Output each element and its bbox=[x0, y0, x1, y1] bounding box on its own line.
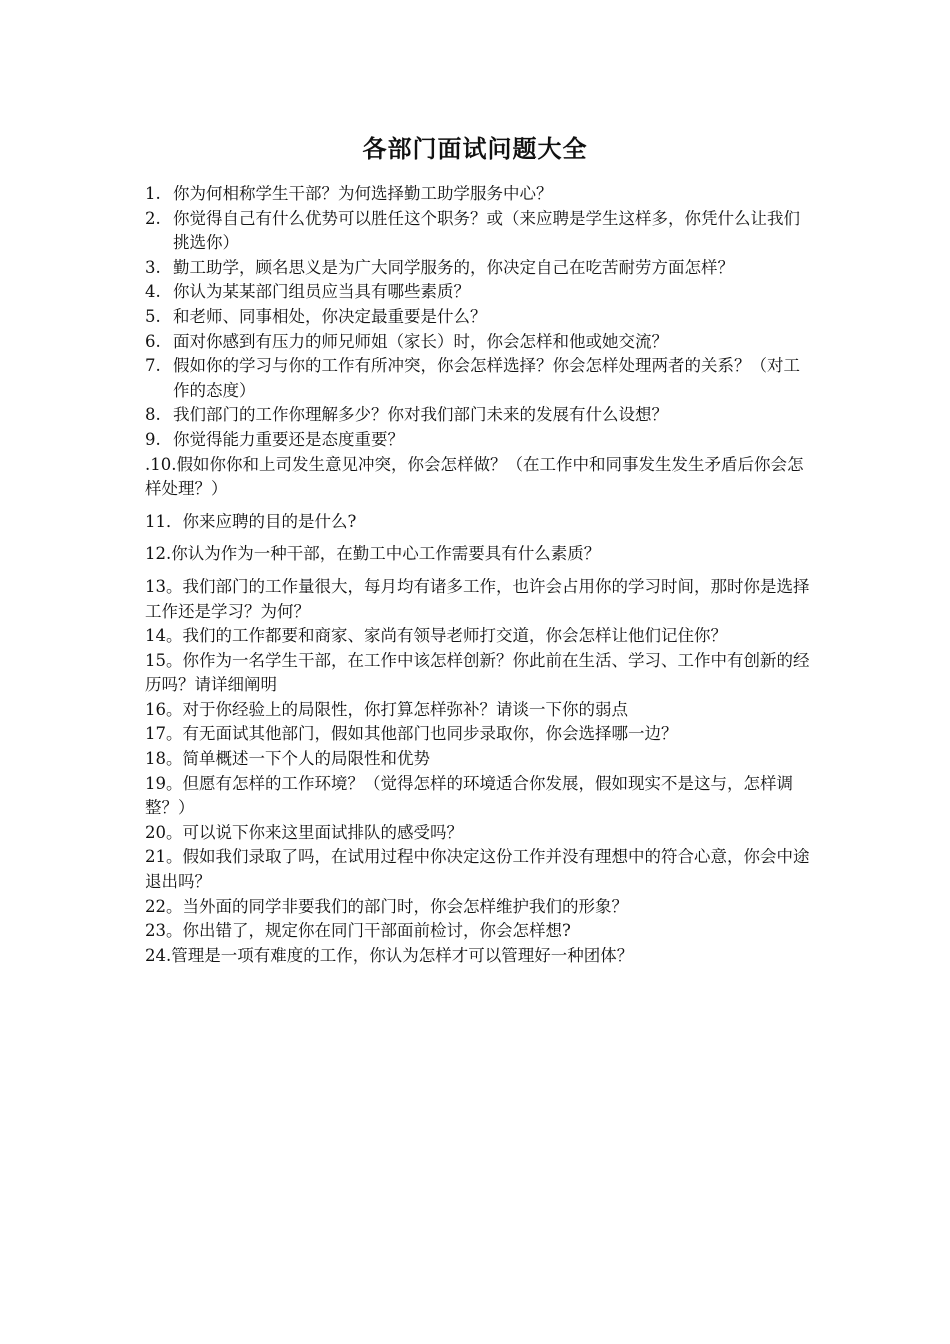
question-text: 你觉得自己有什么优势可以胜任这个职务？或（来应聘是学生这样多，你凭什么让我们挑选你） bbox=[173, 208, 800, 253]
question-number: 7. bbox=[145, 356, 161, 376]
question-item-18: 18。简单概述一下个人的局限性和优势 bbox=[145, 749, 430, 769]
question-text: 你认为某某部门组员应当具有哪些素质？ bbox=[173, 282, 470, 302]
question-item bbox=[145, 428, 810, 453]
question-item-24: 24.管理是一项有难度的工作，你认为怎样才可以管理好一种团体？ bbox=[145, 945, 634, 965]
question-item-15: 15。你作为一名学生干部，在工作中该怎样创新？你此前在生活、学习、工作中有创新的经历吗？请详细阐明 bbox=[145, 650, 810, 695]
question-number: 6. bbox=[145, 331, 161, 351]
question-number: 2. bbox=[145, 208, 161, 228]
question-item bbox=[145, 354, 810, 403]
question-item-14: 14。我们的工作都要和商家、家尚有领导老师打交道，你会怎样让他们记住你？ bbox=[145, 626, 727, 646]
question-item-13: 13。我们部门的工作量很大，每月均有诸多工作，也许会占用你的学习时间，那时你是选择工作还是学习？为何？ bbox=[145, 576, 810, 621]
question-number: 1. bbox=[145, 184, 161, 203]
question-number: 3. bbox=[145, 257, 161, 277]
question-number: 5. bbox=[145, 306, 161, 326]
question-number: 4. bbox=[145, 282, 161, 302]
question-item bbox=[145, 280, 810, 305]
question-item-17: 17。有无面试其他部门，假如其他部门也同步录取你，你会选择哪一边？ bbox=[145, 724, 678, 744]
question-number: 9. bbox=[145, 429, 161, 449]
question-item bbox=[145, 305, 810, 330]
question-item-19: 19。但愿有怎样的工作环境？（觉得怎样的环境适合你发展，假如现实不是这与，怎样调整？） bbox=[145, 773, 793, 818]
question-item bbox=[145, 182, 810, 207]
question-item bbox=[145, 330, 810, 355]
question-item-20: 20。可以说下你来这里面试排队的感受吗？ bbox=[145, 822, 463, 842]
question-item bbox=[145, 207, 810, 256]
question-item-16: 16。对于你经验上的局限性，你打算怎样弥补？请谈一下你的弱点 bbox=[145, 699, 628, 719]
question-item-10: .10.假如你你和上司发生意见冲突，你会怎样做？（在工作中和同事发生发生矛盾后你会怎样处理？） bbox=[145, 454, 804, 499]
question-text: 假如你的学习与你的工作有所冲突，你会怎样选择？你会怎样处理两者的关系？（对工作的态度） bbox=[173, 356, 800, 400]
question-text: 我们部门的工作你理解多少？你对我们部门未来的发展有什么设想？ bbox=[173, 405, 668, 425]
question-list bbox=[145, 182, 810, 968]
question-item-11: 11．你来应聘的目的是什么? bbox=[145, 511, 357, 531]
question-text: 勤工助学，顾名思义是为广大同学服务的，你决定自己在吃苦耐劳方面怎样？ bbox=[173, 257, 734, 277]
question-text: 你觉得能力重要还是态度重要？ bbox=[173, 429, 404, 449]
question-item bbox=[145, 403, 810, 428]
question-text: 和老师、同事相处，你决定最重要是什么？ bbox=[173, 306, 487, 326]
question-item-21: 21。假如我们录取了吗，在试用过程中你决定这份工作并没有理想中的符合心意，你会中途退出吗？ bbox=[145, 847, 810, 892]
question-text: 你为何相称学生干部？为何选择勤工助学服务中心？ bbox=[173, 184, 553, 203]
document-title: 各部门面试问题大全 bbox=[362, 134, 588, 163]
question-number: 8. bbox=[145, 405, 161, 425]
question-text: 面对你感到有压力的师兄师姐（家长）时，你会怎样和他或她交流？ bbox=[173, 331, 668, 351]
question-item bbox=[145, 256, 810, 281]
question-item-12: 12.你认为作为一种干部，在勤工中心工作需要具有什么素质？ bbox=[145, 544, 601, 564]
question-item-23: 23。你出错了，规定你在同门干部面前检讨，你会怎样想? bbox=[145, 921, 571, 941]
question-item-22: 22。当外面的同学非要我们的部门时，你会怎样维护我们的形象？ bbox=[145, 896, 628, 916]
